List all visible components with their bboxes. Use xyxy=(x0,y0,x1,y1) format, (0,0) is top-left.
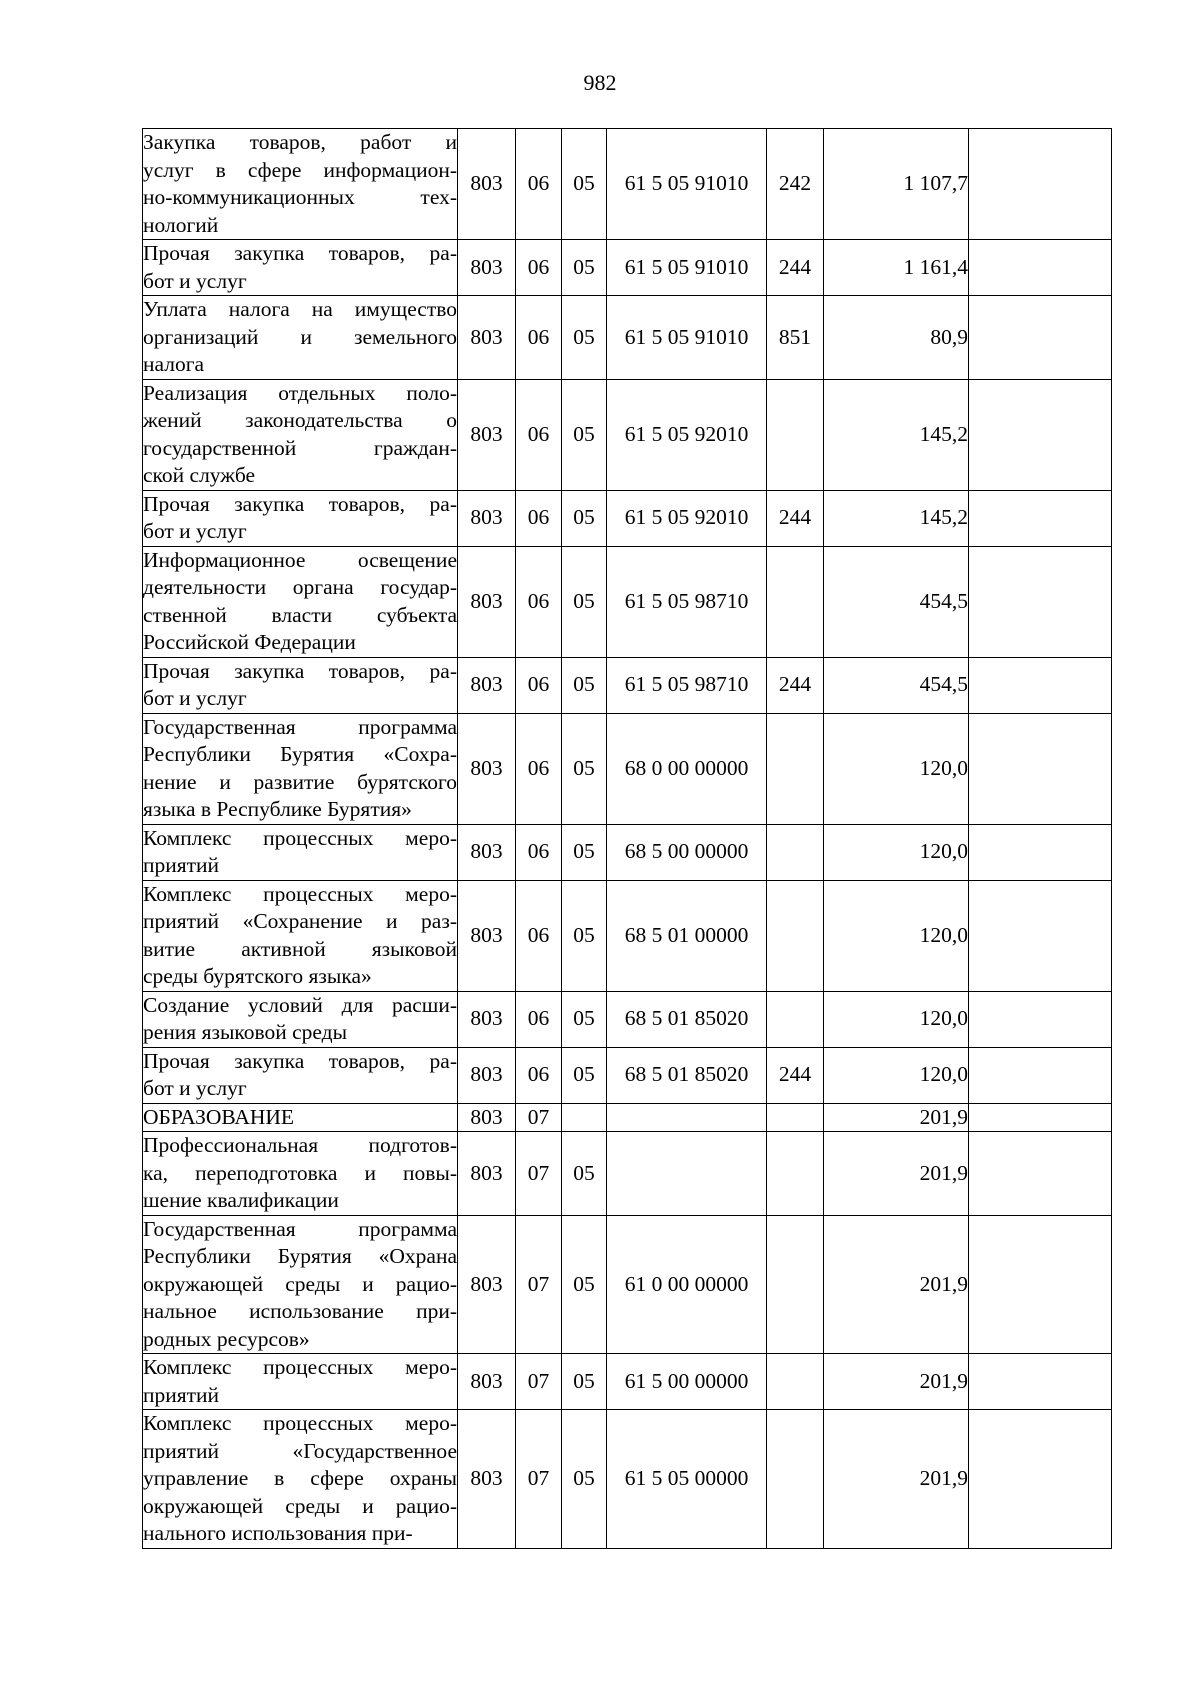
item-name-line: Информационное освещение xyxy=(143,547,457,572)
section-code-cell: 06 xyxy=(516,991,562,1047)
table-row xyxy=(143,1132,1112,1216)
target-article-cell: 61 0 00 00000 xyxy=(607,1215,767,1354)
expense-type-cell: 244 xyxy=(767,240,824,296)
table-row xyxy=(143,991,1112,1047)
admin-code-cell: 803 xyxy=(458,991,516,1047)
item-name-line: Республики Бурятия «Охрана xyxy=(143,1244,457,1268)
amount-cell: 120,0 xyxy=(824,824,969,880)
item-name-line: ОБРАЗОВАНИЕ xyxy=(143,1104,295,1129)
item-name-line: среды бурятского языка» xyxy=(143,964,372,988)
item-name-line: Государственная программа xyxy=(143,714,457,739)
admin-code-cell: 803 xyxy=(458,824,516,880)
admin-code-cell: 803 xyxy=(458,713,516,824)
item-name-line: окружающей среды и рацио- xyxy=(143,1493,457,1518)
target-article-cell: 68 5 01 85020 xyxy=(607,1047,767,1103)
subsection-code-cell: 05 xyxy=(562,1354,607,1410)
target-article-cell: 61 5 05 98710 xyxy=(607,657,767,713)
amount-cell: 454,5 xyxy=(824,657,969,713)
expense-type-cell xyxy=(767,880,824,991)
extra-cell xyxy=(969,129,1112,240)
table-row xyxy=(143,1410,1112,1549)
target-article-cell: 61 5 05 91010 xyxy=(607,240,767,296)
table-row xyxy=(143,713,1112,824)
table-row xyxy=(143,657,1112,713)
admin-code-cell: 803 xyxy=(458,129,516,240)
target-article-cell: 68 0 00 00000 xyxy=(607,713,767,824)
extra-cell xyxy=(969,880,1112,991)
item-name-cell xyxy=(143,129,458,240)
table-row xyxy=(143,490,1112,546)
extra-cell xyxy=(969,1047,1112,1103)
subsection-code-cell: 05 xyxy=(562,657,607,713)
admin-code-cell: 803 xyxy=(458,240,516,296)
item-name-cell xyxy=(143,546,458,657)
extra-cell xyxy=(969,1215,1112,1354)
table-row xyxy=(143,1354,1112,1410)
item-name-line: государственной граждан- xyxy=(143,435,457,460)
admin-code-cell: 803 xyxy=(458,296,516,380)
admin-code-cell: 803 xyxy=(458,1047,516,1103)
item-name-cell xyxy=(143,1103,458,1132)
section-code-cell: 06 xyxy=(516,546,562,657)
item-name-line: ственной власти субъекта xyxy=(143,602,457,627)
table-row xyxy=(143,546,1112,657)
table-row xyxy=(143,1047,1112,1103)
section-code-cell: 06 xyxy=(516,490,562,546)
admin-code-cell: 803 xyxy=(458,1410,516,1549)
subsection-code-cell: 05 xyxy=(562,490,607,546)
target-article-cell: 61 5 05 91010 xyxy=(607,129,767,240)
item-name-line: шение квалификации xyxy=(143,1188,339,1212)
expense-type-cell: 244 xyxy=(767,657,824,713)
section-code-cell: 07 xyxy=(516,1410,562,1549)
item-name-cell xyxy=(143,1410,458,1549)
table-row xyxy=(143,296,1112,380)
item-name-line: организаций и земельного xyxy=(143,324,457,349)
expense-type-cell xyxy=(767,379,824,490)
subsection-code-cell: 05 xyxy=(562,1410,607,1549)
item-name-line: деятельности органа государ- xyxy=(143,575,457,599)
item-name-line: но-коммуникационных тех- xyxy=(143,185,457,209)
item-name-line: бот и услуг xyxy=(143,268,247,293)
table-row xyxy=(143,824,1112,880)
item-name-line: окружающей среды и рацио- xyxy=(143,1271,457,1296)
subsection-code-cell: 05 xyxy=(562,1132,607,1216)
item-name-line: управление в сфере охраны xyxy=(143,1466,457,1490)
subsection-code-cell: 05 xyxy=(562,1215,607,1354)
item-name-line: Российской Федерации xyxy=(143,630,356,654)
subsection-code-cell: 05 xyxy=(562,824,607,880)
item-name-line: бот и услуг xyxy=(143,686,247,710)
amount-cell: 201,9 xyxy=(824,1103,969,1132)
item-name-line: приятий «Сохранение и раз- xyxy=(143,909,457,933)
item-name-cell xyxy=(143,240,458,296)
target-article-cell: 61 5 05 98710 xyxy=(607,546,767,657)
target-article-cell: 61 5 05 91010 xyxy=(607,296,767,380)
expense-type-cell xyxy=(767,1410,824,1549)
item-name-line: Прочая закупка товаров, ра- xyxy=(143,491,457,516)
subsection-code-cell: 05 xyxy=(562,713,607,824)
extra-cell xyxy=(969,1410,1112,1549)
target-article-cell: 61 5 00 00000 xyxy=(607,1354,767,1410)
section-code-cell: 06 xyxy=(516,379,562,490)
section-code-cell: 06 xyxy=(516,713,562,824)
table-row xyxy=(143,880,1112,991)
table-body xyxy=(143,129,1112,1549)
item-name-cell xyxy=(143,1354,458,1410)
extra-cell xyxy=(969,490,1112,546)
subsection-code-cell: 05 xyxy=(562,240,607,296)
item-name-line: бот и услуг xyxy=(143,519,247,543)
section-code-cell: 06 xyxy=(516,129,562,240)
subsection-code-cell: 05 xyxy=(562,546,607,657)
item-name-line: витие активной языковой xyxy=(143,936,457,961)
extra-cell xyxy=(969,296,1112,380)
target-article-cell: 68 5 01 00000 xyxy=(607,880,767,991)
extra-cell xyxy=(969,991,1112,1047)
item-name-cell xyxy=(143,713,458,824)
amount-cell: 120,0 xyxy=(824,880,969,991)
item-name-cell xyxy=(143,657,458,713)
item-name-line: Прочая закупка товаров, ра- xyxy=(143,1048,457,1073)
item-name-line: Профессиональная подготов- xyxy=(143,1133,457,1157)
page-number: 982 xyxy=(583,70,617,95)
item-name-line: Прочая закупка товаров, ра- xyxy=(143,241,457,265)
table-row xyxy=(143,1103,1112,1132)
subsection-code-cell: 05 xyxy=(562,296,607,380)
expense-type-cell xyxy=(767,824,824,880)
item-name-line: рения языковой среды xyxy=(143,1020,348,1044)
item-name-line: Уплата налога на имущество xyxy=(143,297,457,321)
target-article-cell: 68 5 00 00000 xyxy=(607,824,767,880)
table-row xyxy=(143,379,1112,490)
item-name-line: услуг в сфере информацион- xyxy=(143,157,457,182)
item-name-cell xyxy=(143,490,458,546)
section-code-cell: 07 xyxy=(516,1215,562,1354)
item-name-line: жений законодательства о xyxy=(143,408,457,432)
amount-cell: 201,9 xyxy=(824,1215,969,1354)
item-name-cell xyxy=(143,1047,458,1103)
admin-code-cell: 803 xyxy=(458,657,516,713)
amount-cell: 1 107,7 xyxy=(824,129,969,240)
item-name-line: налога xyxy=(143,352,205,376)
subsection-code-cell: 05 xyxy=(562,379,607,490)
section-code-cell: 06 xyxy=(516,657,562,713)
item-name-line: нального использования при- xyxy=(143,1521,413,1545)
item-name-line: Комплекс процессных меро- xyxy=(143,1355,457,1379)
item-name-cell xyxy=(143,1132,458,1216)
item-name-line: ка, переподготовка и повы- xyxy=(143,1160,457,1185)
item-name-cell xyxy=(143,991,458,1047)
item-name-line: Комплекс процессных меро- xyxy=(143,881,457,906)
target-article-cell: 61 5 05 92010 xyxy=(607,490,767,546)
section-code-cell: 06 xyxy=(516,240,562,296)
target-article-cell xyxy=(607,1103,767,1132)
extra-cell xyxy=(969,1354,1112,1410)
subsection-code-cell: 05 xyxy=(562,129,607,240)
subsection-code-cell: 05 xyxy=(562,880,607,991)
item-name-line: Республики Бурятия «Сохра- xyxy=(143,742,457,766)
expense-type-cell xyxy=(767,1215,824,1354)
expense-type-cell xyxy=(767,1132,824,1216)
subsection-code-cell xyxy=(562,1103,607,1132)
section-code-cell: 07 xyxy=(516,1103,562,1132)
subsection-code-cell: 05 xyxy=(562,1047,607,1103)
amount-cell: 1 161,4 xyxy=(824,240,969,296)
extra-cell xyxy=(969,1103,1112,1132)
item-name-cell xyxy=(143,379,458,490)
amount-cell: 120,0 xyxy=(824,1047,969,1103)
expense-type-cell xyxy=(767,713,824,824)
admin-code-cell: 803 xyxy=(458,880,516,991)
item-name-line: приятий xyxy=(143,1382,220,1407)
expense-type-cell xyxy=(767,1354,824,1410)
extra-cell xyxy=(969,657,1112,713)
budget-table xyxy=(142,128,1112,1549)
item-name-line: нальное использование при- xyxy=(143,1299,457,1323)
target-article-cell: 61 5 05 00000 xyxy=(607,1410,767,1549)
admin-code-cell: 803 xyxy=(458,1132,516,1216)
section-code-cell: 07 xyxy=(516,1132,562,1216)
item-name-line: Комплекс процессных меро- xyxy=(143,825,457,850)
item-name-cell xyxy=(143,296,458,380)
expense-type-cell: 244 xyxy=(767,490,824,546)
admin-code-cell: 803 xyxy=(458,1215,516,1354)
item-name-line: родных ресурсов» xyxy=(143,1326,310,1351)
section-code-cell: 06 xyxy=(516,824,562,880)
extra-cell xyxy=(969,240,1112,296)
item-name-cell xyxy=(143,824,458,880)
item-name-cell xyxy=(143,1215,458,1354)
item-name-line: Государственная программа xyxy=(143,1216,457,1241)
item-name-line: Реализация отдельных поло- xyxy=(143,380,457,405)
extra-cell xyxy=(969,713,1112,824)
table-row xyxy=(143,129,1112,240)
section-code-cell: 06 xyxy=(516,296,562,380)
item-name-line: Комплекс процессных меро- xyxy=(143,1411,457,1435)
section-code-cell: 06 xyxy=(516,880,562,991)
subsection-code-cell: 05 xyxy=(562,991,607,1047)
item-name-cell xyxy=(143,880,458,991)
table-row xyxy=(143,240,1112,296)
item-name-line: нение и развитие бурятского xyxy=(143,769,457,794)
item-name-line: ской службе xyxy=(143,463,256,487)
amount-cell: 201,9 xyxy=(824,1354,969,1410)
amount-cell: 120,0 xyxy=(824,991,969,1047)
admin-code-cell: 803 xyxy=(458,546,516,657)
amount-cell: 120,0 xyxy=(824,713,969,824)
item-name-line: языка в Республике Бурятия» xyxy=(143,797,412,821)
amount-cell: 145,2 xyxy=(824,379,969,490)
admin-code-cell: 803 xyxy=(458,1103,516,1132)
amount-cell: 201,9 xyxy=(824,1132,969,1216)
item-name-line: приятий xyxy=(143,853,220,877)
expense-type-cell: 244 xyxy=(767,1047,824,1103)
extra-cell xyxy=(969,546,1112,657)
item-name-line: Создание условий для расши- xyxy=(143,992,457,1017)
amount-cell: 454,5 xyxy=(824,546,969,657)
extra-cell xyxy=(969,824,1112,880)
amount-cell: 201,9 xyxy=(824,1410,969,1549)
item-name-line: Закупка товаров, работ и xyxy=(143,130,457,154)
expense-type-cell: 851 xyxy=(767,296,824,380)
admin-code-cell: 803 xyxy=(458,1354,516,1410)
item-name-line: бот и услуг xyxy=(143,1076,247,1100)
table-row xyxy=(143,1215,1112,1354)
target-article-cell: 68 5 01 85020 xyxy=(607,991,767,1047)
admin-code-cell: 803 xyxy=(458,379,516,490)
extra-cell xyxy=(969,379,1112,490)
expense-type-cell xyxy=(767,1103,824,1132)
target-article-cell: 61 5 05 92010 xyxy=(607,379,767,490)
amount-cell: 145,2 xyxy=(824,490,969,546)
section-code-cell: 07 xyxy=(516,1354,562,1410)
expense-type-cell xyxy=(767,546,824,657)
extra-cell xyxy=(969,1132,1112,1216)
amount-cell: 80,9 xyxy=(824,296,969,380)
item-name-line: приятий «Государственное xyxy=(143,1438,457,1463)
target-article-cell xyxy=(607,1132,767,1216)
expense-type-cell: 242 xyxy=(767,129,824,240)
admin-code-cell: 803 xyxy=(458,490,516,546)
section-code-cell: 06 xyxy=(516,1047,562,1103)
item-name-line: нологий xyxy=(143,212,219,237)
item-name-line: Прочая закупка товаров, ра- xyxy=(143,658,457,683)
expense-type-cell xyxy=(767,991,824,1047)
